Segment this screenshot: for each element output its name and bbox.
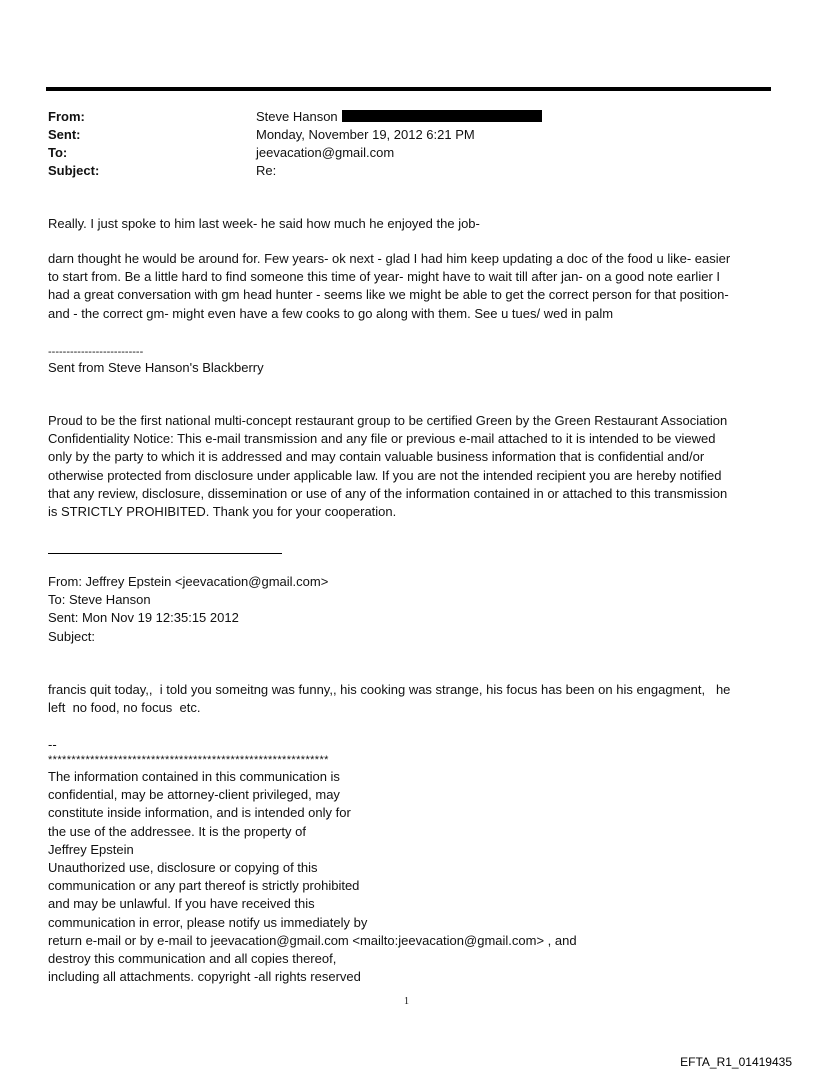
confidentiality-notice: Proud to be the first national multi-concept restaurant group to be certified Green by the Green Restaurant Association Confidentiality Notice: This e-mail transmission and any file or previous e-mail attached to it is intended to be viewed only by the party to which it is addressed and may contain valuable business information that is confidential and/or otherwise protected from disclosure under applicable law. If you are not the intended recipient you are hereby notified that any review, disclosure, dissemination or use of any of the information contained in or attached to this transmission is STRICTLY PROHIBITED. Thank you for your cooperation.: [48, 413, 728, 520]
star-separator: ************************************************************: [48, 754, 329, 766]
body-paragraph-2: darn thought he would be around for. Few years- ok next - glad I had him keep updating a doc of the food u like- easier to start from. Be a little hard to find someone this time of year- might have to wait till after jan- on a good note earlier I had a great conversation with gm head hunter - seems like we might be able to get the correct person for that position- and - the correct gm- might even have a few cooks to go along with them. See u tues/ wed in palm: [48, 251, 731, 321]
quoted-message: francis quit today,, i told you someitng was funny,, his cooking was strange, his focus has been on his engagment, he left no food, no focus etc.: [48, 682, 731, 716]
header-divider: [46, 87, 771, 91]
quote-divider: [48, 553, 282, 554]
subject-label: Subject:: [48, 163, 100, 178]
redaction-bar: [342, 110, 542, 122]
subject-value: Re:: [256, 163, 277, 178]
quoted-header: From: Jeffrey Epstein <jeevacation@gmail.com> To: Steve Hanson Sent: Mon Nov 19 12:35:15 2012 Subject:: [48, 574, 329, 644]
to-label: To:: [48, 145, 68, 160]
signature-dash: --: [48, 737, 57, 752]
body-paragraph-1: Really. I just spoke to him last week- he said how much he enjoyed the job-: [48, 216, 480, 231]
document-id: EFTA_R1_01419435: [680, 1055, 792, 1069]
dash-separator: --------------------------: [48, 346, 144, 358]
page-number: 1: [404, 996, 409, 1007]
sent-value: Monday, November 19, 2012 6:21 PM: [256, 127, 475, 142]
disclaimer-text: The information contained in this communication is confidential, may be attorney-client privileged, may constitute inside information, and is intended only for the use of the addressee. It is the property of Jeffrey Epstein Unauthorized use, disclosure or copying of this communication or any part thereof is strictly prohibited and may be unlawful. If you have received this communication in error, please notify us immediately by return e-mail or by e-mail to jeevacation@gmail.com <mailto:jeevacation@gmail.com> , and destroy this communication and all copies thereof, including all attachments. copyright -all rights reserved: [48, 769, 577, 985]
to-value: jeevacation@gmail.com: [256, 145, 395, 160]
sent-label: Sent:: [48, 127, 81, 142]
from-label: From:: [48, 109, 85, 124]
from-name: Steve Hanson: [256, 109, 338, 124]
sent-from-line: Sent from Steve Hanson's Blackberry: [48, 360, 264, 375]
from-value: [256, 108, 542, 126]
